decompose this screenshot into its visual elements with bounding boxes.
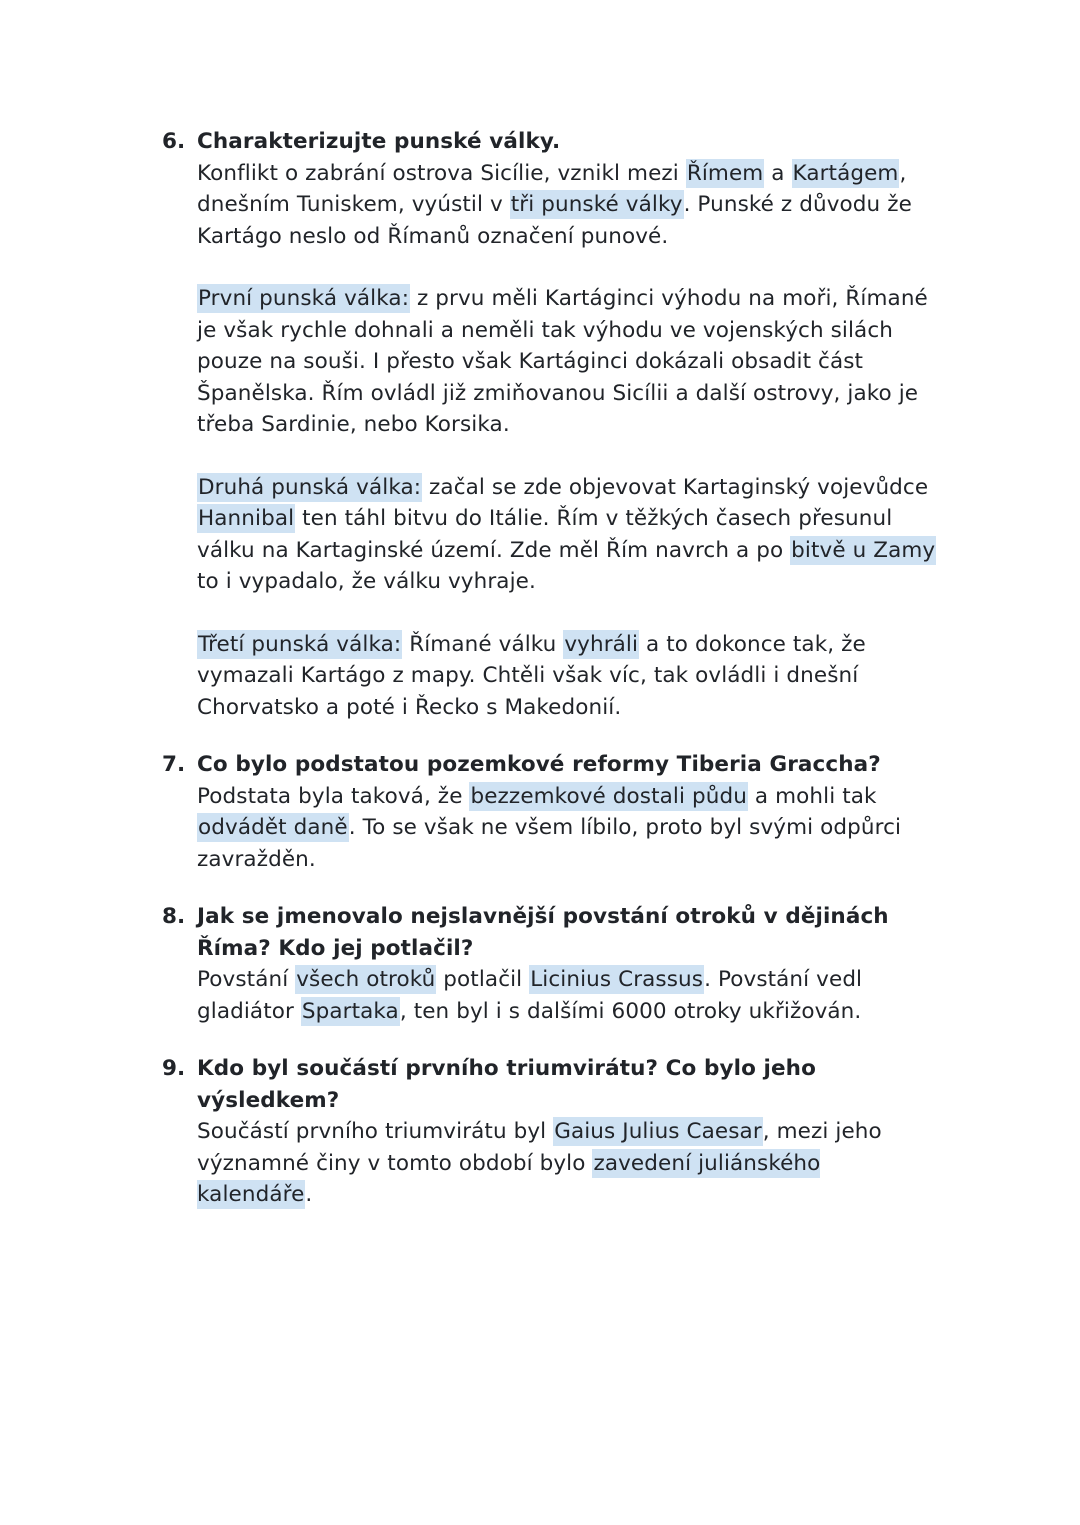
highlighted-text: Třetí punská válka: — [198, 631, 402, 657]
highlighted-text: bezzemkové dostali půdu — [470, 783, 747, 809]
text-segment: . Punské z důvodu že Kartágo neslo od Římanů označení punové. — [197, 192, 912, 249]
text-segment: . Povstání vedl gladiátor — [197, 967, 863, 1024]
text-segment: Povstání — [197, 967, 296, 992]
question-number: 8. — [162, 904, 186, 929]
text-segment: Římané válku — [402, 631, 564, 657]
question-item — [162, 901, 942, 1027]
text-segment: ten táhl bitvu do Itálie. Řím v těžkých časech přesunul válku na Kartaginské území. Zde měl Řím navrch a po — [197, 506, 893, 563]
text-segment: a — [764, 160, 792, 186]
question-title: Jak se jmenovalo nejslavnější povstání otroků v dějinách Říma? Kdo jej potlačil? — [197, 904, 889, 961]
question-list — [162, 126, 942, 1211]
text-segment: z prvu měli Kartáginci výhodu na moři, Římané je však rychle dohnali a neměli tak výhodu ve vojenských silách pouze na souši. I přesto však Kartáginci dokázali obsadit část Španělska. Řím ovládl již zmiňovanou Sicílii a další ostrovy, jako je třeba Sardinie, nebo Korsika. — [197, 286, 928, 437]
text-segment: a mohli tak — [747, 783, 877, 809]
highlighted-text: Licinius Crassus — [530, 967, 704, 992]
question-title: Charakterizujte punské války. — [197, 129, 561, 154]
answer-paragraph — [197, 472, 942, 598]
highlighted-text: odvádět daně — [198, 815, 348, 840]
text-segment: potlačil — [436, 967, 530, 992]
question-title: Co bylo podstatou pozemkové reformy Tiberia Graccha? — [197, 752, 881, 777]
text-segment: . — [305, 1182, 313, 1207]
text-segment: to i vypadalo, že válku vyhraje. — [197, 569, 536, 594]
question-body — [197, 126, 942, 723]
text-segment: Konflikt o zabrání ostrova Sicílie, vznikl mezi — [197, 160, 686, 186]
answer-paragraph — [197, 964, 942, 1027]
highlighted-text: Gaius Julius Caesar — [554, 1119, 762, 1144]
highlighted-text: vyhráli — [564, 631, 639, 657]
text-segment: Součástí prvního triumvirátu byl — [197, 1119, 554, 1144]
highlighted-text: zavedení juliánského kalendáře — [197, 1150, 821, 1207]
answer-paragraph — [197, 629, 942, 724]
highlighted-text: tři punské války — [510, 192, 683, 217]
question-body — [197, 901, 942, 1027]
question-number: 7. — [162, 752, 186, 777]
answer-paragraph — [197, 781, 942, 876]
text-segment: , mezi jeho významné činy v tomto období bylo — [197, 1119, 882, 1176]
text-segment: , ten byl i s dalšími 6000 otroky ukřižován. — [399, 998, 862, 1024]
answer-paragraph — [197, 158, 942, 253]
question-item — [162, 1053, 942, 1211]
text-segment: a to dokonce tak, že vymazali Kartágo z mapy. Chtěli však víc, tak ovládli i dnešní Chorvatsko a poté i Řecko s Makedonií. — [197, 631, 866, 720]
question-body — [197, 749, 942, 875]
question-item — [162, 126, 942, 723]
highlighted-text: První punská válka: — [198, 286, 410, 311]
highlighted-text: bitvě u Zamy — [791, 537, 936, 563]
highlighted-text: Hannibal — [198, 506, 295, 531]
text-segment: . To se však ne všem líbilo, proto byl svými odpůrci zavražděn. — [197, 815, 902, 872]
highlighted-text: Spartaka — [301, 998, 399, 1024]
highlighted-text: všech otroků — [296, 967, 436, 992]
question-number: 6. — [162, 129, 186, 154]
question-body — [197, 1053, 942, 1211]
highlighted-text: Římem — [686, 160, 764, 186]
answer-paragraph — [197, 283, 942, 441]
text-segment: Podstata byla taková, že — [197, 783, 470, 809]
question-item — [162, 749, 942, 875]
text-segment: začal se zde objevovat Kartaginský vojevůdce — [422, 474, 929, 500]
question-number: 9. — [162, 1056, 186, 1081]
highlighted-text: Kartágem — [792, 160, 899, 186]
question-title: Kdo byl součástí prvního triumvirátu? Co bylo jeho výsledkem? — [197, 1056, 816, 1113]
answer-paragraph — [197, 1116, 942, 1211]
text-segment: , dnešním Tuniskem, vyústil v — [197, 160, 907, 217]
highlighted-text: Druhá punská válka: — [198, 474, 422, 500]
